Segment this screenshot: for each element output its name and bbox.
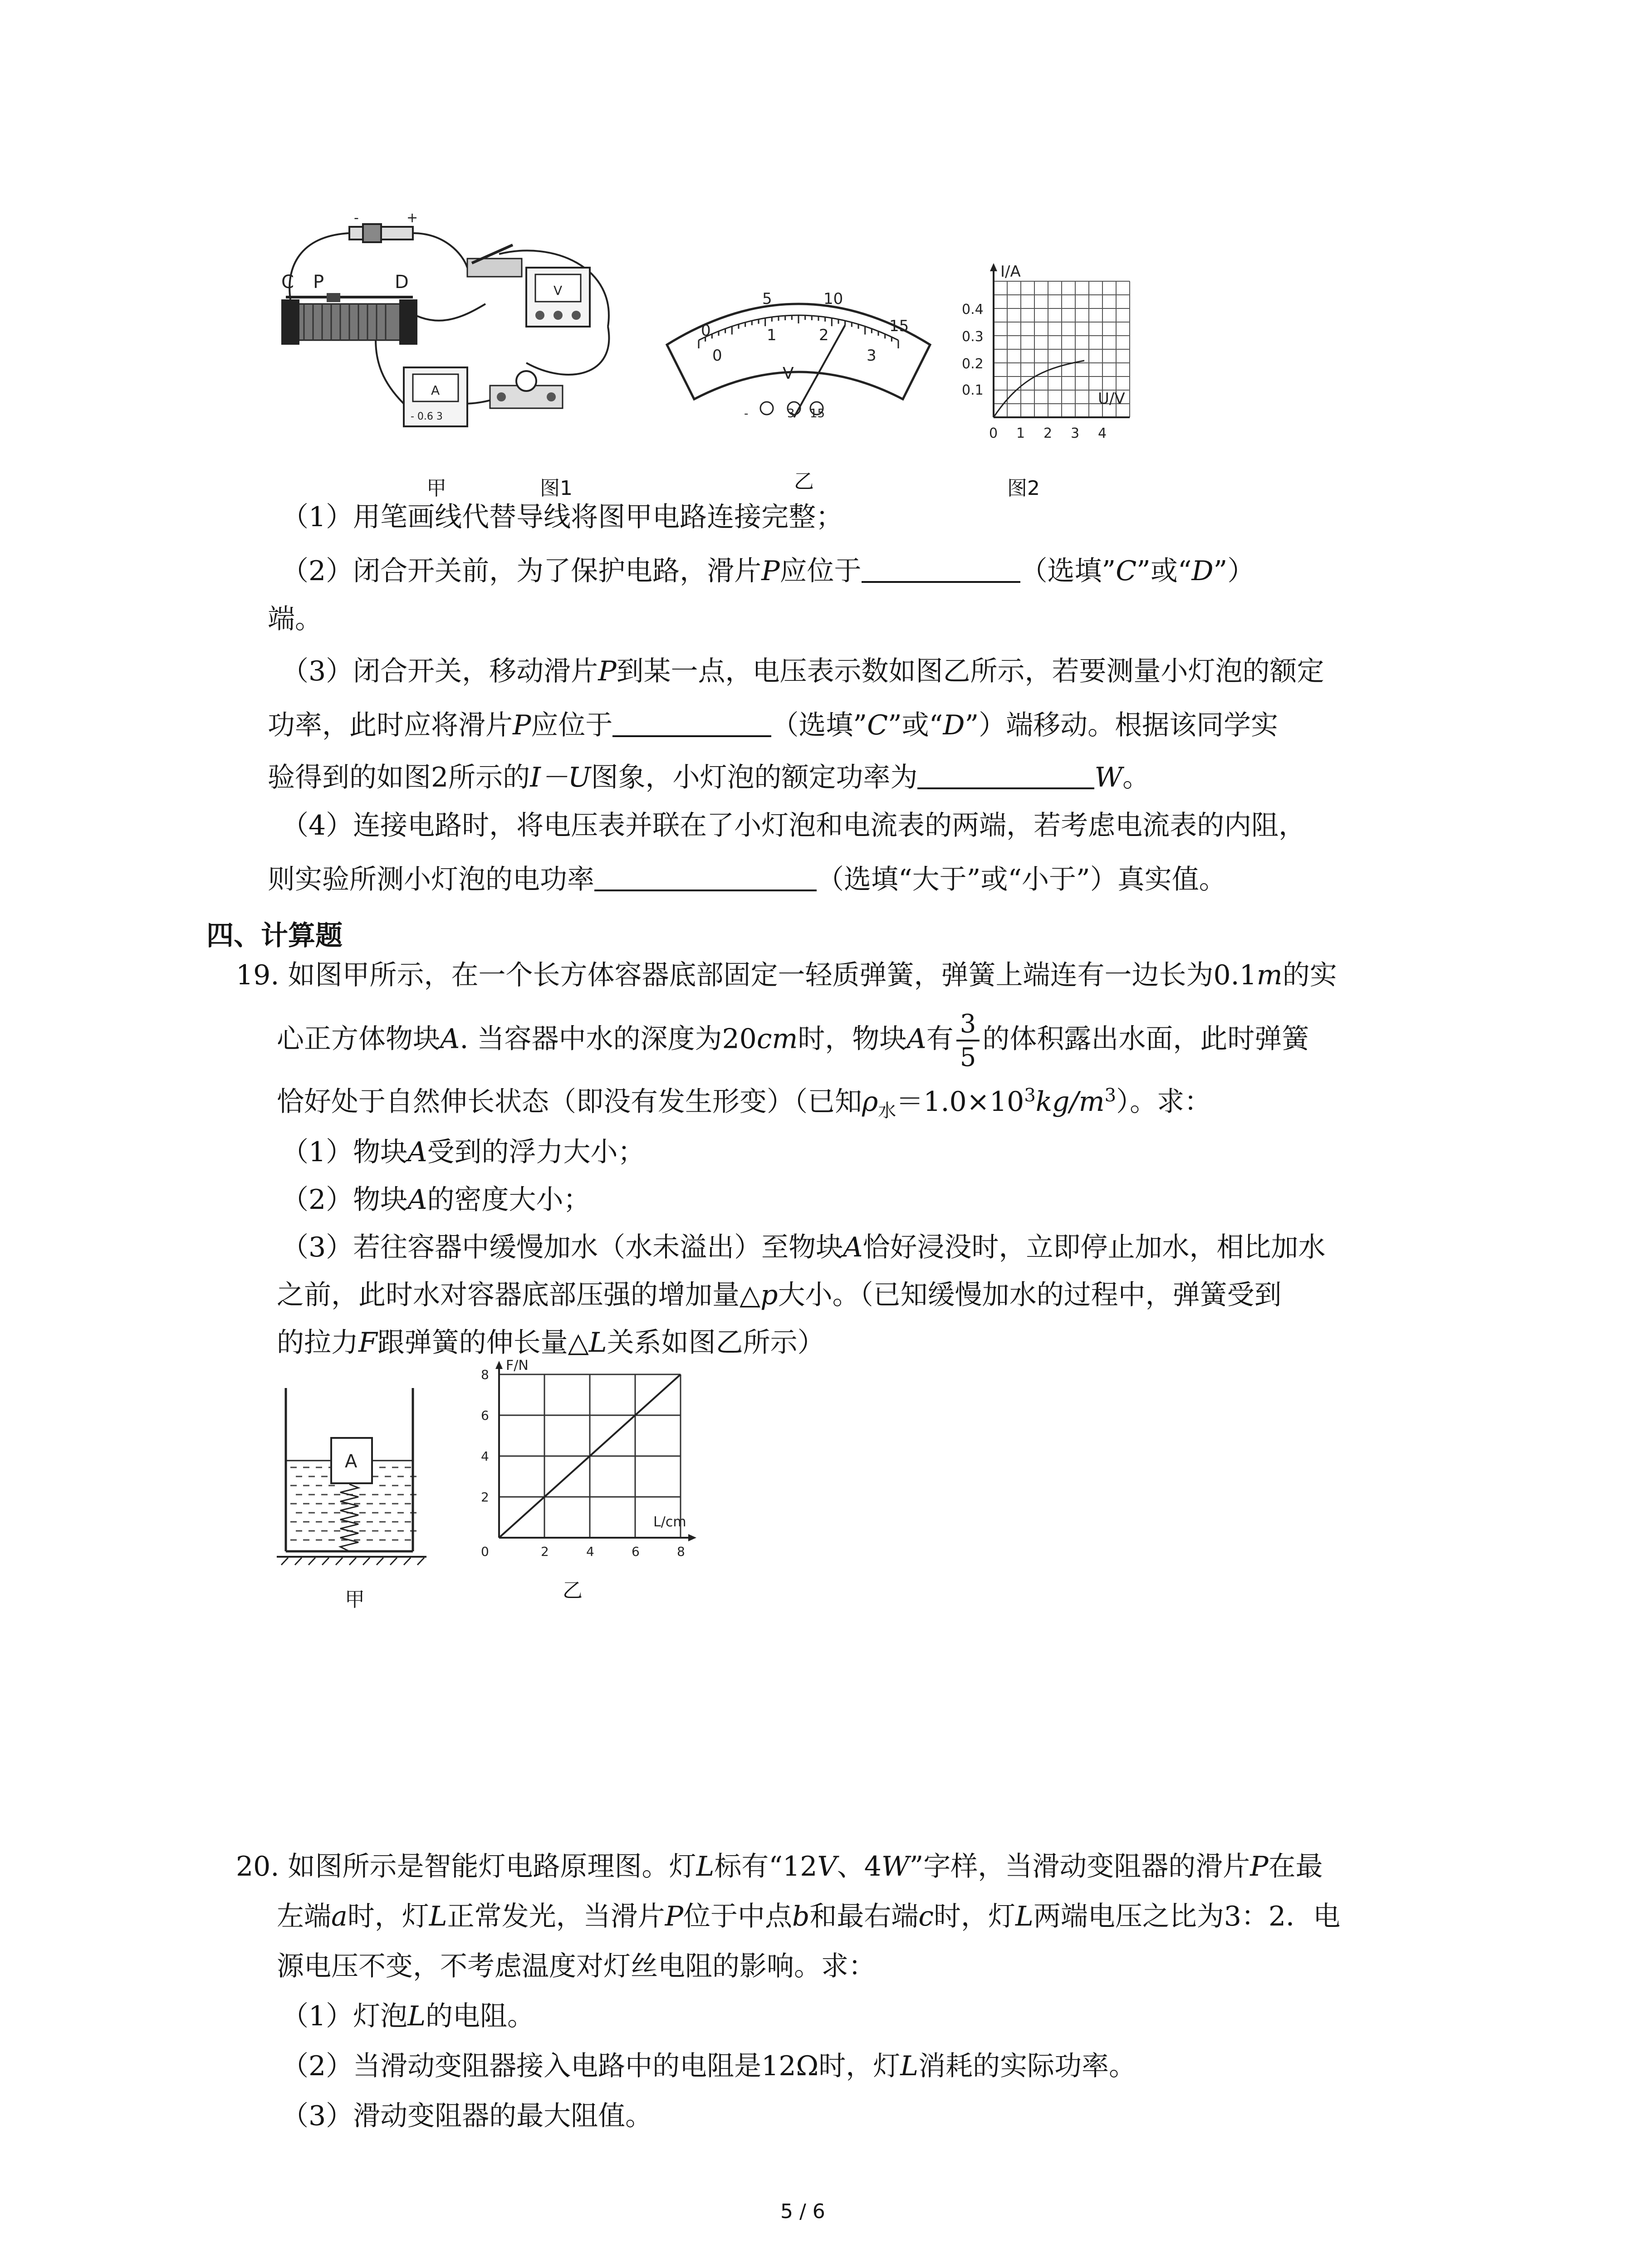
- svg-text:-: -: [354, 213, 359, 226]
- svg-text:F/N: F/N: [506, 1358, 529, 1374]
- fl-xtick: 2: [541, 1544, 549, 1559]
- fig-label-q19-yi: 乙: [563, 1579, 583, 1602]
- svg-text:V: V: [783, 364, 794, 383]
- svg-text:0.1: 0.1: [962, 382, 984, 398]
- svg-text:3: 3: [867, 347, 877, 365]
- q19-line2: 心正方体物块A. 当容器中水的深度为20cm时，物块A有 $\frac{3}{5}$ 的体积露出水面，此时弹簧: [277, 1009, 1309, 1072]
- svg-text:1: 1: [1016, 425, 1025, 441]
- svg-text:5: 5: [762, 290, 772, 308]
- q18-part4-l1: （4）连接电路时，将电压表并联在了小灯泡和电流表的两端，若考虑电流表的内阻，: [281, 810, 1306, 841]
- fl-origin: 0: [481, 1544, 489, 1559]
- section-heading: 四、计算题: [206, 920, 343, 952]
- svg-text:0: 0: [989, 425, 998, 441]
- q20-sub3: （3）滑动变阻器的最大阻值。: [281, 2100, 653, 2132]
- svg-text:I/A: I/A: [1000, 263, 1021, 281]
- fraction-3-5: $\frac{3}{5}$: [956, 1012, 980, 1070]
- q18-part2: （2）闭合开关前，为了保护电路，滑片P应位于 （选填”C”或“D”）: [281, 555, 1255, 587]
- svg-text:A: A: [345, 1451, 358, 1472]
- fl-chart: [472, 1356, 708, 1569]
- svg-text:- 0.6 3: - 0.6 3: [411, 411, 443, 422]
- q18-part1: （1）用笔画线代替导线将图甲电路连接完整；: [281, 501, 843, 533]
- answer-blank-3a[interactable]: [612, 710, 771, 737]
- q19-sub3-l3: 的拉力F跟弹簧的伸长量△L关系如图乙所示）: [277, 1327, 825, 1359]
- svg-text:L/cm: L/cm: [653, 1514, 686, 1530]
- q19-sub2: （2）物块A的密度大小；: [281, 1184, 591, 1216]
- container-figure: [277, 1379, 440, 1579]
- fig-label-q19-jia: 甲: [345, 1588, 365, 1611]
- fig-label-jia: 甲: [426, 477, 446, 500]
- q20-line1: 20. 如图所示是智能灯电路原理图。灯L标有“12V、4W”字样，当滑动变阻器的滑片P在最: [236, 1851, 1323, 1882]
- q19-sub3-l1: （3）若往容器中缓慢加水（水未溢出）至物块A恰好浸没时，立即停止加水，相比加水: [281, 1232, 1326, 1263]
- q19-line3: 恰好处于自然伸长状态（即没有发生形变）（已知$\rho_水=1.0\times 10^3kg/m^3$）。求：: [277, 1085, 1212, 1121]
- fig-label-fig1: 图1: [540, 477, 573, 500]
- fl-xtick: 4: [586, 1544, 594, 1559]
- figure-row-1: [272, 213, 1180, 503]
- svg-text:4: 4: [1098, 425, 1107, 441]
- answer-blank-4[interactable]: [594, 864, 817, 891]
- svg-text:3: 3: [787, 407, 795, 420]
- q19-sub3-l2: 之前，此时水对容器底部压强的增加量△p大小。（已知缓慢加水的过程中，弹簧受到: [277, 1279, 1282, 1311]
- fl-ytick: 4: [481, 1449, 489, 1464]
- q20-sub2: （2）当滑动变阻器接入电路中的电阻是12Ω时，灯L消耗的实际功率。: [281, 2050, 1136, 2082]
- ammeter-device: [404, 367, 467, 426]
- svg-text:2: 2: [1043, 425, 1053, 441]
- svg-text:U/V: U/V: [1098, 390, 1125, 408]
- fig-label-yi: 乙: [794, 470, 814, 493]
- fl-xtick: 8: [677, 1544, 685, 1559]
- svg-text:+: +: [407, 213, 418, 226]
- q20-sub1: （1）灯泡L的电阻。: [281, 2000, 535, 2032]
- fl-ytick: 2: [481, 1490, 489, 1505]
- q20-line2: 左端a时，灯L正常发光，当滑片P位于中点b和最右端c时，灯L两端电压之比为3：2．电: [277, 1901, 1341, 1932]
- q18-part4-l2: 则实验所测小灯泡的电功率 （选填“大于”或“小于”）真实值。: [268, 864, 1226, 895]
- fl-ytick: 6: [481, 1408, 489, 1423]
- q19-sub1: （1）物块A受到的浮力大小；: [281, 1136, 645, 1168]
- svg-text:15: 15: [810, 407, 825, 420]
- rheostat: [281, 293, 417, 345]
- svg-text:0: 0: [701, 322, 711, 340]
- svg-text:3: 3: [1071, 425, 1080, 441]
- svg-text:0.3: 0.3: [962, 329, 984, 345]
- bulb: [490, 371, 563, 408]
- voltmeter-dial: [658, 281, 939, 431]
- circuit-diagram: [272, 213, 644, 467]
- q20-line3: 源电压不变，不考虑温度对灯丝电阻的影响。求：: [277, 1950, 876, 1982]
- label-p: P: [313, 272, 324, 293]
- svg-text:15: 15: [889, 317, 909, 335]
- q18-part3-l2: 功率，此时应将滑片P应位于 （选填”C”或“D”）端移动。根据该同学实: [268, 709, 1279, 741]
- q19-line1: 19. 如图甲所示，在一个长方体容器底部固定一轻质弹簧，弹簧上端连有一边长为0.1m的实: [236, 959, 1337, 991]
- svg-text:A: A: [431, 383, 440, 398]
- answer-blank-2[interactable]: [862, 556, 1020, 583]
- svg-text:10: 10: [823, 290, 843, 308]
- fl-ytick: 8: [481, 1367, 489, 1382]
- label-d: D: [395, 272, 409, 293]
- fig-label-fig2: 图2: [1007, 477, 1040, 500]
- q18-part2-end: 端。: [268, 603, 322, 635]
- label-c: C: [281, 272, 294, 293]
- answer-blank-3b[interactable]: [917, 762, 1094, 789]
- svg-text:0: 0: [712, 347, 722, 365]
- svg-text:2: 2: [819, 326, 829, 344]
- iu-chart: [953, 263, 1180, 445]
- svg-text:0.2: 0.2: [962, 356, 984, 372]
- svg-text:V: V: [554, 283, 563, 298]
- fl-xtick: 6: [632, 1544, 640, 1559]
- q18-part3-l1: （3）闭合开关，移动滑片P到某一点，电压表示数如图乙所示，若要测量小灯泡的额定: [281, 655, 1324, 687]
- q18-part3-l3: 验得到的如图2所示的I－U图象，小灯泡的额定功率为 W。: [268, 762, 1150, 793]
- svg-text:0.4: 0.4: [962, 302, 984, 318]
- page-number: 5 / 6: [780, 2200, 825, 2223]
- svg-text:-: -: [744, 407, 749, 420]
- svg-text:1: 1: [767, 326, 777, 344]
- voltmeter-device: [526, 268, 590, 327]
